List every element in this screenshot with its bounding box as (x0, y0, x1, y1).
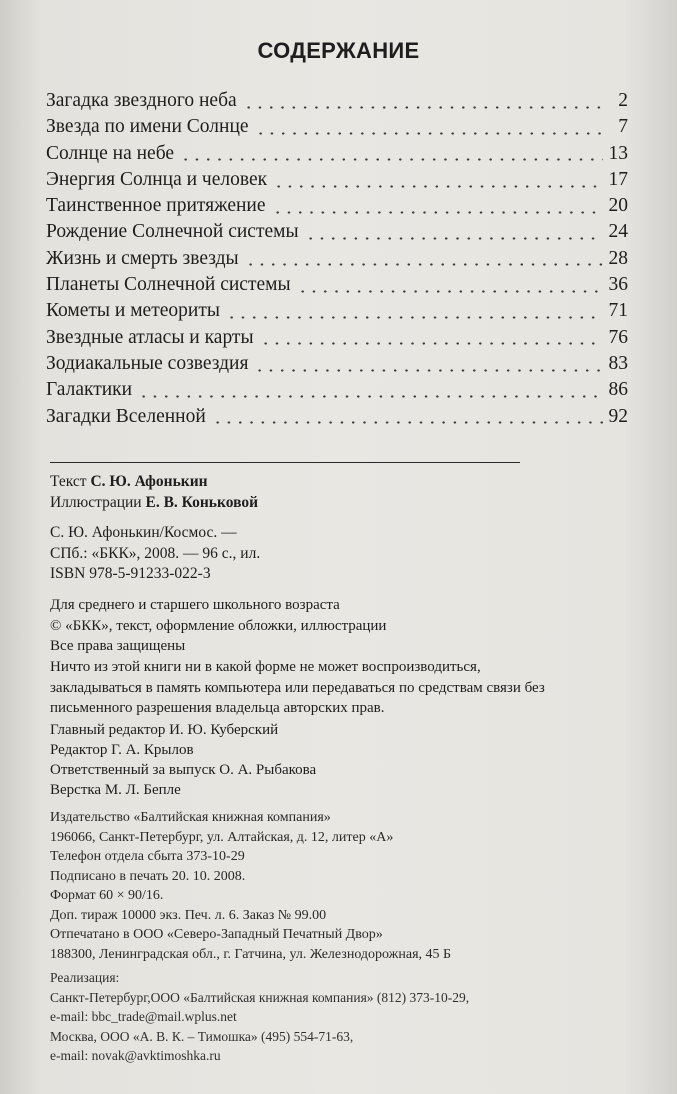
text-credit (50, 471, 258, 492)
distribution-line: Москва, ООО «А. В. К. – Тимошка» (495) 554-71-63, (50, 1028, 354, 1044)
toc-entry-title: Энергия Солнца и человек (46, 168, 268, 190)
toc-entry-page: 86 (608, 379, 628, 401)
catalog-line: С. Ю. Афонькин/Космос. — (50, 524, 237, 541)
notice-line: письменного разрешения владельца авторских прав. (50, 700, 385, 716)
staff-line: Ответственный за выпуск О. А. Рыбакова (50, 762, 317, 778)
toc-entry-page: 76 (608, 326, 628, 348)
dot-leader (297, 290, 603, 293)
toc-entry-title: Таинственное притяжение (46, 195, 266, 217)
toc-entry (46, 246, 628, 272)
toc-entry-page: 71 (608, 300, 628, 322)
toc-entry (46, 351, 628, 377)
dot-leader (245, 263, 603, 266)
toc-entry (46, 193, 628, 219)
dot-leader (305, 237, 603, 240)
toc-entry (46, 298, 628, 324)
toc-entry (46, 219, 628, 245)
contents-heading: СОДЕРЖАНИЕ (257, 38, 420, 63)
catalog-line: СПб.: «БКК», 2008. — 96 с., ил. (50, 544, 261, 562)
toc-entry-page: 83 (608, 352, 628, 374)
publisher-line: Доп. тираж 10000 экз. Печ. л. 6. Заказ № 99.00 (50, 907, 327, 923)
dot-leader (138, 395, 602, 398)
toc-entry-title: Кометы и метеориты (46, 300, 220, 322)
illustrations-credit (50, 492, 258, 513)
illustrations-credit-label: Иллюстрации (50, 494, 142, 511)
publisher-line: Телефон отдела сбыта 373-10-29 (50, 849, 245, 864)
dot-leader (243, 106, 606, 109)
age-rating: Для среднего и старшего школьного возраста (50, 597, 340, 613)
toc-entry (46, 377, 628, 403)
toc-entry-title: Галактики (46, 379, 133, 401)
dot-leader (255, 132, 606, 135)
catalog-record (50, 523, 260, 585)
notice-line: закладываться в память компьютера или передаваться по средствам связи без (50, 679, 545, 696)
toc-entry-title: Загадки Вселенной (46, 405, 206, 427)
dot-leader (180, 158, 602, 161)
toc-entry-title: Звезда по имени Солнце (46, 116, 249, 138)
dot-leader (212, 421, 603, 424)
publisher-line: Формат 60 × 90/16. (50, 888, 164, 903)
publisher-line: Издательство «Балтийская книжная компания» (50, 810, 331, 825)
toc-entry-page: 17 (608, 168, 628, 190)
distribution-line: Санкт-Петербург,ООО «Балтийская книжная компания» (812) 373-10-29, (50, 989, 470, 1005)
toc-entry (46, 272, 628, 298)
toc-entry-page: 92 (608, 405, 628, 427)
copyright-notice (50, 657, 545, 719)
toc-entry-title: Планеты Солнечной системы (46, 274, 291, 296)
editorial-staff (50, 720, 316, 800)
distribution-line: e-mail: novak@avktimoshka.ru (50, 1048, 221, 1063)
divider-rule (50, 462, 520, 463)
staff-line: Главный редактор И. Ю. Куберский (50, 722, 279, 738)
staff-line: Верстка М. Л. Бепле (50, 782, 181, 798)
table-of-contents (46, 88, 628, 430)
toc-entry-page: 2 (618, 90, 628, 111)
text-author: С. Ю. Афонькин (90, 473, 208, 490)
toc-entry-title: Жизнь и смерть звезды (46, 247, 239, 269)
toc-entry (46, 404, 628, 430)
toc-entry (46, 167, 628, 193)
copyright-line: © «БКК», текст, оформление обложки, иллюстрации (50, 617, 387, 634)
dot-leader (226, 316, 603, 319)
rights-block (50, 595, 386, 657)
toc-entry-title: Звездные атласы и карты (46, 326, 254, 348)
toc-entry-page: 13 (608, 142, 628, 164)
toc-entry-page: 7 (618, 116, 628, 138)
rights-reserved: Все права защищены (50, 638, 186, 654)
credits (50, 471, 258, 513)
toc-entry (46, 325, 628, 351)
dot-leader (254, 369, 602, 372)
distribution-info (50, 968, 469, 1066)
toc-entry-page: 24 (608, 221, 628, 243)
publisher-line: Подписано в печать 20. 10. 2008. (50, 868, 246, 884)
toc-entry-page: 20 (608, 195, 628, 217)
publisher-line: 188300, Ленинградская обл., г. Гатчина, ул. Железнодорожная, 45 Б (50, 946, 452, 962)
toc-entry-page: 36 (608, 274, 628, 296)
toc-entry-title: Загадка звездного неба (46, 90, 237, 111)
publisher-line: Отпечатано в ООО «Северо-Западный Печатный Двор» (50, 927, 383, 942)
text-credit-label: Текст (50, 473, 87, 490)
distribution-line: e-mail: bbc_trade@mail.wplus.net (50, 1009, 237, 1024)
toc-entry (46, 141, 628, 167)
toc-entry-title: Рождение Солнечной системы (46, 221, 299, 243)
isbn: ISBN 978-5-91233-022-3 (50, 565, 211, 582)
toc-entry (46, 88, 628, 114)
illustrations-author: Е. В. Коньковой (145, 494, 259, 511)
distribution-line: Реализация: (50, 970, 120, 985)
toc-entry-title: Зодиакальные созвездия (46, 352, 249, 374)
toc-entry (46, 114, 628, 140)
dot-leader (272, 211, 603, 214)
toc-entry-page: 28 (608, 247, 628, 269)
toc-entry-title: Солнце на небе (46, 142, 175, 164)
publisher-line: 196066, Санкт-Петербург, ул. Алтайская, д. 12, литер «А» (50, 829, 394, 845)
publisher-info (50, 808, 451, 964)
dot-leader (273, 185, 602, 188)
notice-line: Ничто из этой книги ни в какой форме не может воспроизводиться, (50, 659, 481, 675)
dot-leader (260, 342, 603, 345)
staff-line: Редактор Г. А. Крылов (50, 742, 194, 758)
